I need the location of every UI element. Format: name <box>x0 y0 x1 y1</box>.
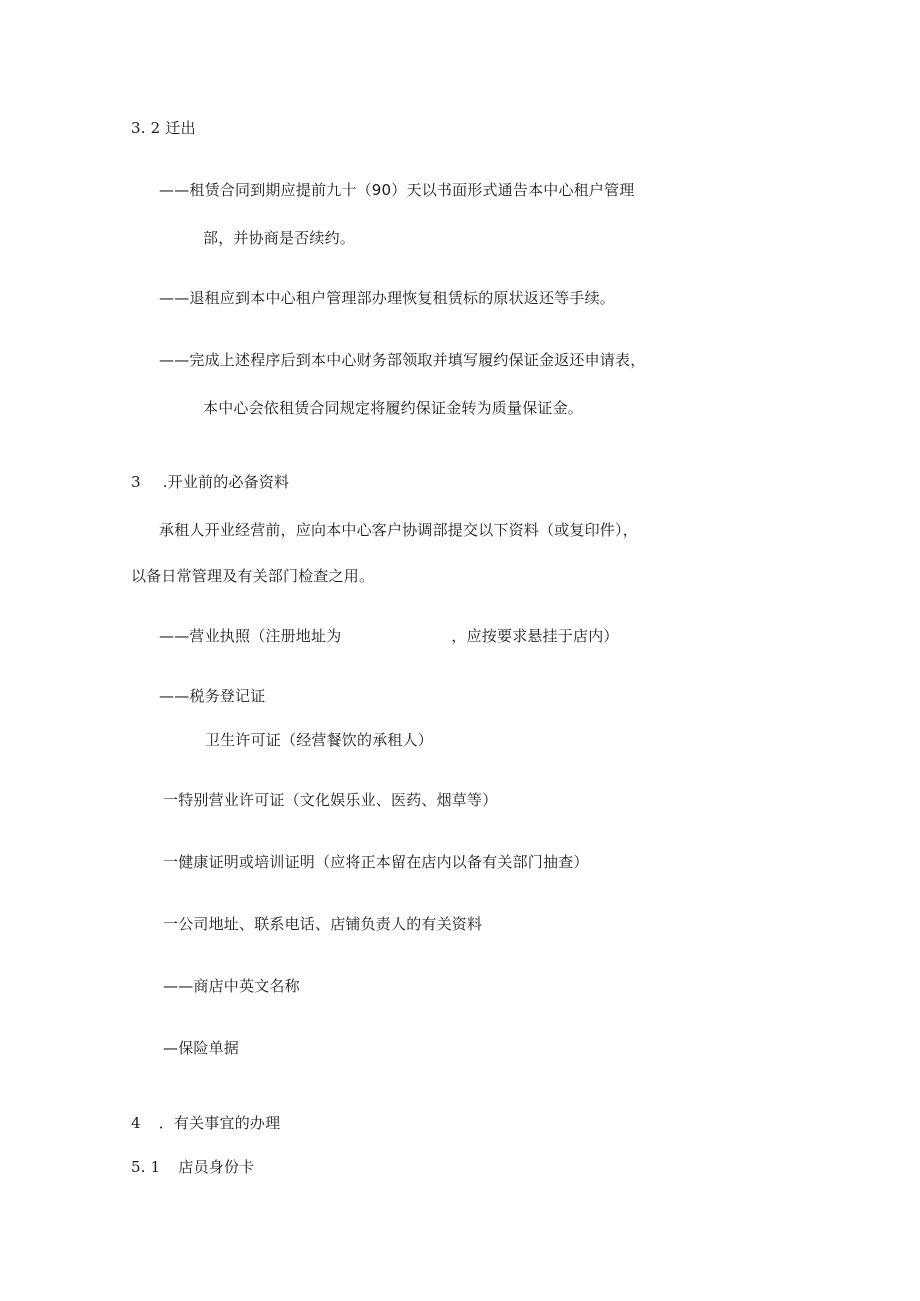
section-heading-5-1 <box>131 1157 254 1177</box>
list-item: 一公司地址、联系电话、店铺负责人的有关资料 <box>163 915 483 933</box>
paragraph-line: 部，并协商是否续约。 <box>203 229 356 247</box>
section-number: 4 <box>131 1114 141 1132</box>
section-heading-3 <box>131 472 289 492</box>
list-item-text: ——营业执照（注册地址为 <box>159 627 342 645</box>
paragraph-line: 承租人开业经营前，应向本中心客户协调部提交以下资料（或复印件）， <box>159 521 638 539</box>
section-heading-4 <box>131 1113 280 1133</box>
section-heading-3-2 <box>131 118 196 138</box>
paragraph-line: ——租赁合同到期应提前九十（90）天以书面形式通告本中心租户管理 <box>159 181 635 199</box>
list-item-text: ，应按要求悬挂于店内） <box>451 627 619 645</box>
paragraph-line: ——完成上述程序后到本中心财务部领取并填写履约保证金返还申请表， <box>159 351 646 369</box>
list-item: —保险单据 <box>163 1039 240 1057</box>
list-item: 卫生许可证（经营餐饮的承租人） <box>205 731 434 749</box>
section-number: 3 <box>131 473 141 491</box>
section-number: 3. 2 <box>131 119 161 137</box>
section-title: ．有关事宜的办理 <box>158 1114 281 1132</box>
section-number: 5. 1 <box>131 1158 161 1176</box>
section-title: 迁出 <box>165 119 196 137</box>
section-title: 店员身份卡 <box>178 1158 255 1176</box>
list-item: ——商店中英文名称 <box>163 977 300 995</box>
list-item: 一健康证明或培训证明（应将正本留在店内以备有关部门抽查） <box>163 853 589 871</box>
section-title: .开业前的必备资料 <box>162 473 290 491</box>
paragraph-line: ——退租应到本中心租户管理部办理恢复租赁标的原状返还等手续。 <box>159 289 616 307</box>
list-item <box>159 626 619 646</box>
list-item: ——税务登记证 <box>159 687 266 705</box>
paragraph-line: 以备日常管理及有关部门检查之用。 <box>131 567 375 585</box>
paragraph-line: 本中心会依租赁合同规定将履约保证金转为质量保证金。 <box>203 399 584 417</box>
list-item: 一特别营业许可证（文化娱乐业、医药、烟草等） <box>163 791 498 809</box>
